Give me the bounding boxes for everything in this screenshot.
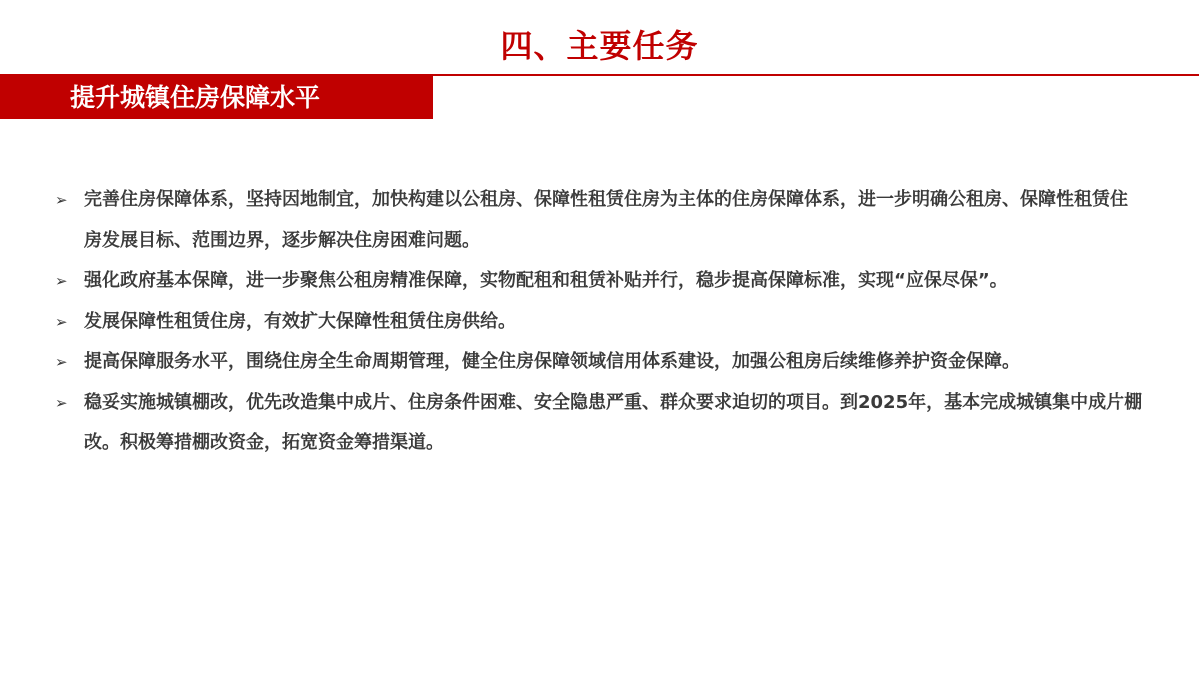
list-item-text: 稳妥实施城镇棚改，优先改造集中成片、住房条件困难、安全隐患严重、群众要求迫切的项目。到2025年，基本完成城镇集中成片棚改。积极筹措棚改资金，拓宽资金筹措渠道。 bbox=[84, 391, 1143, 453]
list-item-text: 完善住房保障体系，坚持因地制宜，加快构建以公租房、保障性租赁住房为主体的住房保障体系，进一步明确公租房、保障性租赁住房发展目标、范围边界，逐步解决住房困难问题。 bbox=[84, 189, 1128, 251]
arrow-bullet-icon: ➢ bbox=[55, 191, 68, 209]
list-item bbox=[55, 342, 1145, 383]
list-item-text: 发展保障性租赁住房，有效扩大保障性租赁住房供给。 bbox=[84, 310, 516, 332]
section-heading: 提升城镇住房保障水平 bbox=[70, 83, 321, 112]
page-title: 四、主要任务 bbox=[500, 27, 699, 65]
list-item bbox=[55, 383, 1145, 464]
arrow-bullet-icon: ➢ bbox=[55, 393, 68, 412]
list-item-text: 提高保障服务水平，围绕住房全生命周期管理，健全住房保障领域信用体系建设，加强公租房后续维修养护资金保障。 bbox=[84, 351, 1020, 372]
section-banner bbox=[0, 76, 433, 119]
list-item bbox=[55, 302, 1145, 343]
list-item-text: 强化政府基本保障，进一步聚焦公租房精准保障，实物配租和租赁补贴并行，稳步提高保障标准，实现“应保尽保”。 bbox=[84, 270, 1008, 291]
bullet-list bbox=[55, 180, 1145, 464]
arrow-bullet-icon: ➢ bbox=[55, 353, 68, 371]
list-item bbox=[55, 261, 1145, 302]
arrow-bullet-icon: ➢ bbox=[55, 312, 68, 331]
list-item bbox=[55, 180, 1145, 261]
arrow-bullet-icon: ➢ bbox=[55, 272, 68, 290]
